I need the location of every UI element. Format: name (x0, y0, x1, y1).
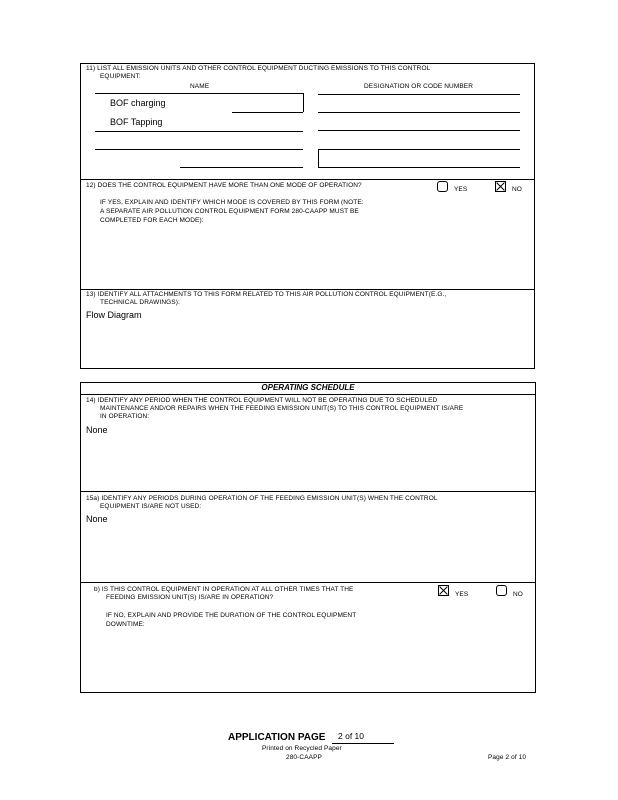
q14-answer[interactable]: None (86, 425, 108, 435)
q11-desig-line-4 (318, 149, 520, 150)
q15b-no-label: NO (513, 591, 523, 598)
q11-question-cont: EQUIPMENT: (100, 73, 141, 80)
q11-name-line-1 (232, 112, 303, 113)
q15b-line-2: FEEDING EMISSION UNIT(S) IS/ARE IN OPERATION? (106, 594, 274, 601)
q13-question: 13) IDENTIFY ALL ATTACHMENTS TO THIS FORM RELATED TO THIS AIR POLLUTION CONTROL EQUIPMENT(E.G., (86, 291, 447, 298)
q11-desig-line-3 (318, 130, 520, 131)
q11-desig-line-5 (318, 167, 520, 168)
q15b-line-1: b) IS THIS CONTROL EQUIPMENT IN OPERATION AT ALL OTHER TIMES THAT THE (94, 586, 354, 593)
q15b-note-1: IF NO, EXPLAIN AND PROVIDE THE DURATION OF THE CONTROL EQUIPMENT (106, 612, 357, 619)
q12-box (80, 179, 535, 290)
q11-name-line-2 (95, 131, 303, 132)
q14-bottom-line (80, 491, 536, 492)
q11-col-designation: DESIGNATION OR CODE NUMBER (364, 83, 474, 90)
q11-question: 11) LIST ALL EMISSION UNITS AND OTHER CONTROL EQUIPMENT DUCTING EMISSIONS TO THIS CONTROL (86, 65, 431, 72)
q12-yes-label: YES (454, 186, 468, 193)
q11-desig-line-1 (318, 94, 520, 95)
footer-page-of: Page 2 of 10 (488, 754, 527, 761)
q15a-bottom-line (80, 582, 536, 583)
q11-col-name: NAME (190, 83, 210, 90)
q14-line-1: 14) IDENTIFY ANY PERIOD WHEN THE CONTROL EQUIPMENT WILL NOT BE OPERATING DUE TO SCHEDULED (86, 397, 438, 404)
footer-app-page-underline (332, 743, 394, 744)
q15b-no-checkbox[interactable] (496, 585, 507, 596)
q11-row-1[interactable]: BOF charging (110, 98, 166, 108)
footer-printed: Printed on Recycled Paper (262, 745, 342, 752)
q12-no-label: NO (512, 186, 522, 193)
q15a-answer[interactable]: None (86, 514, 108, 524)
q15a-line-1: 15a) IDENTIFY ANY PERIODS DURING OPERATION OF THE FEEDING EMISSION UNIT(S) WHEN THE CONTROL (86, 495, 438, 502)
footer-app-page-label: APPLICATION PAGE (228, 732, 326, 743)
q15b-note-2: DOWNTIME: (106, 621, 145, 628)
q11-name-line-3 (95, 149, 303, 150)
q15a-line-2: EQUIPMENT IS/ARE NOT USED: (100, 503, 202, 510)
schedule-title-line (80, 394, 536, 395)
q14-line-2: MAINTENANCE AND/OR REPAIRS WHEN THE FEEDING EMISSION UNIT(S) TO THIS CONTROL EQUIPMENT IS/ARE (100, 405, 464, 412)
q15b-yes-label: YES (455, 591, 469, 598)
q11-name-line-4 (180, 167, 303, 168)
q11-row-2[interactable]: BOF Tapping (110, 117, 163, 127)
q12-note-2: A SEPARATE AIR POLLUTION CONTROL EQUIPMENT FORM 280-CAAPP MUST BE (100, 208, 359, 215)
q14-line-3: IN OPERATION: (100, 413, 150, 420)
q11-name-line-top (95, 93, 303, 94)
q11-name-line-right (303, 93, 304, 112)
q11-desig-line-2 (318, 112, 520, 113)
q13-answer[interactable]: Flow Diagram (86, 310, 142, 320)
q13-question-cont: TECHNICAL DRAWINGS): (100, 299, 180, 306)
q12-question: 12) DOES THE CONTROL EQUIPMENT HAVE MORE THAN ONE MODE OF OPERATION? (86, 182, 362, 189)
footer-app-page-value: 2 of 10 (338, 731, 364, 741)
q12-no-checkbox-checked[interactable] (495, 181, 506, 192)
q15b-yes-checkbox-checked[interactable] (438, 585, 449, 596)
q12-yes-checkbox[interactable] (437, 181, 448, 192)
schedule-title: OPERATING SCHEDULE (261, 383, 355, 392)
footer-form-code: 280-CAAPP (286, 754, 322, 761)
schedule-box (80, 382, 536, 693)
q12-note-3: COMPLETED FOR EACH MODE): (100, 217, 204, 224)
q12-note-1: IF YES, EXPLAIN AND IDENTIFY WHICH MODE IS COVERED BY THIS FORM (NOTE: (100, 199, 364, 206)
q11-desig-line-left (318, 149, 319, 167)
